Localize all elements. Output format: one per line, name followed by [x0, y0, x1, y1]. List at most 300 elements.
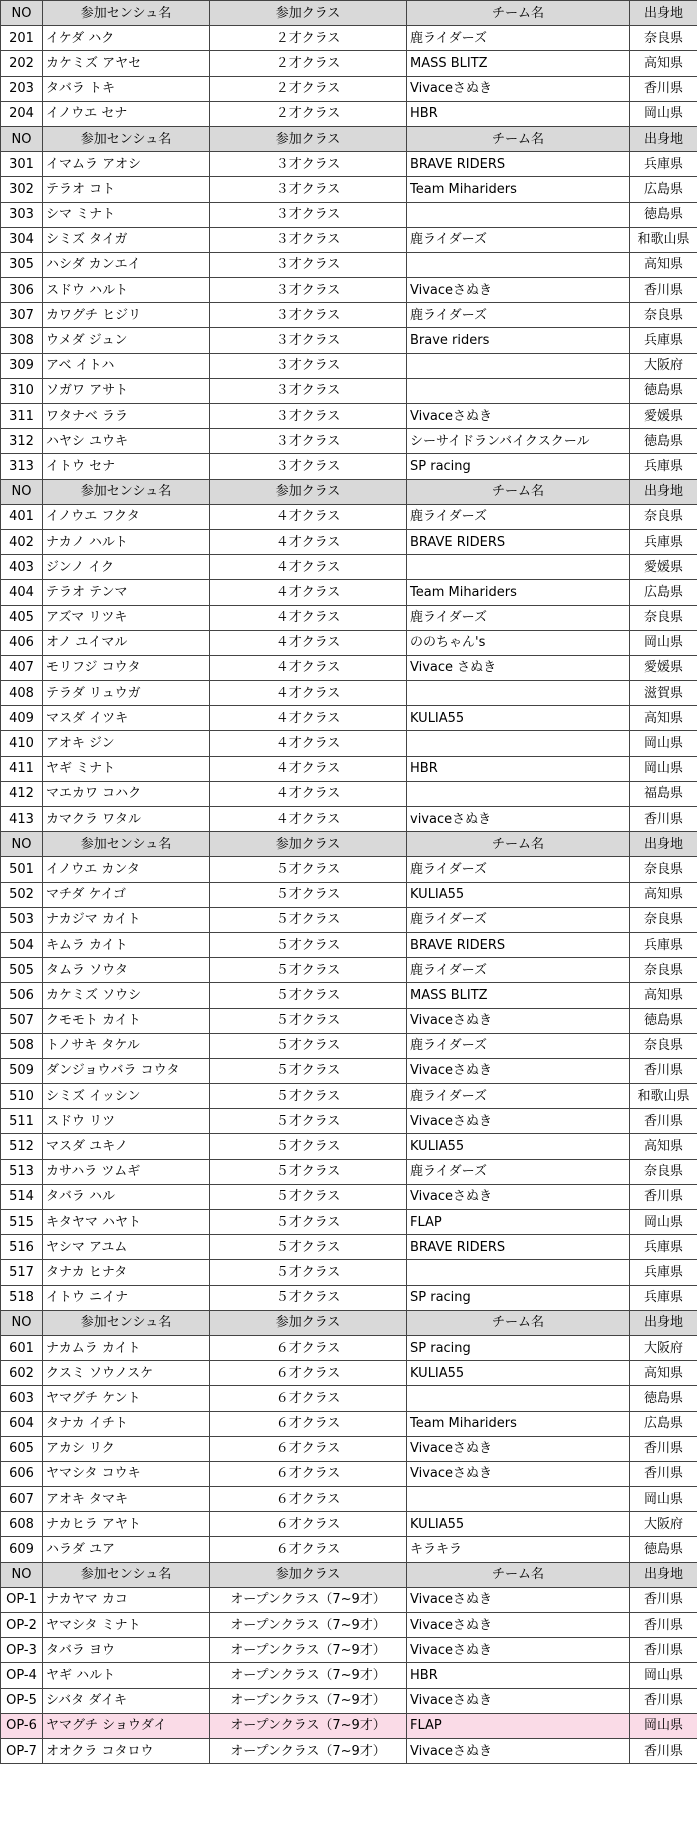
table-row [1, 781, 697, 806]
header-name: 参加センシュ名 [43, 1562, 210, 1587]
entry-team: HBR [407, 1663, 630, 1688]
entry-team: Vivaceさぬき [407, 1613, 630, 1638]
entry-prefecture: 香川県 [630, 1638, 697, 1663]
entry-team: MASS BLITZ [407, 51, 630, 76]
entry-name: タバラ ハル [43, 1184, 210, 1209]
entry-number: 307 [1, 303, 43, 328]
entry-class: ５才クラス [210, 958, 407, 983]
entry-prefecture: 大阪府 [630, 1512, 697, 1537]
table-row [1, 605, 697, 630]
entry-number: OP-3 [1, 1638, 43, 1663]
entry-class: ２才クラス [210, 101, 407, 126]
entry-name: ヤギ ハルト [43, 1663, 210, 1688]
entry-prefecture: 兵庫県 [630, 932, 697, 957]
entry-name: カサハラ ツムギ [43, 1159, 210, 1184]
entry-prefecture: 兵庫県 [630, 1235, 697, 1260]
header-pref: 出身地 [630, 1310, 697, 1335]
entry-team: Vivaceさぬき [407, 404, 630, 429]
entry-number: 406 [1, 630, 43, 655]
entry-prefecture: 香川県 [630, 1688, 697, 1713]
table-row [1, 303, 697, 328]
entry-class: ５才クラス [210, 1235, 407, 1260]
entry-number: 403 [1, 555, 43, 580]
header-no: NO [1, 1562, 43, 1587]
table-row [1, 76, 697, 101]
entry-prefecture: 香川県 [630, 1587, 697, 1612]
entry-prefecture: 高知県 [630, 983, 697, 1008]
entry-class: ３才クラス [210, 278, 407, 303]
entry-name: キムラ カイト [43, 932, 210, 957]
entry-number: 407 [1, 655, 43, 680]
entry-prefecture: 香川県 [630, 76, 697, 101]
entry-team: Team Mihariders [407, 1411, 630, 1436]
entry-number: 308 [1, 328, 43, 353]
table-row [1, 1738, 697, 1763]
table-row [1, 1512, 697, 1537]
table-row [1, 630, 697, 655]
table-row [1, 1134, 697, 1159]
entry-team: Team Mihariders [407, 177, 630, 202]
entry-team: Vivaceさぬき [407, 1008, 630, 1033]
entry-number: 503 [1, 907, 43, 932]
header-no: NO [1, 479, 43, 504]
entry-prefecture: 岡山県 [630, 1210, 697, 1235]
entry-name: マエカワ コハク [43, 781, 210, 806]
entry-class: ５才クラス [210, 1008, 407, 1033]
entry-number: 201 [1, 26, 43, 51]
entry-number: 413 [1, 807, 43, 832]
entry-class: ５才クラス [210, 1260, 407, 1285]
entry-name: マスダ ユキノ [43, 1134, 210, 1159]
entry-prefecture: 岡山県 [630, 1663, 697, 1688]
header-no: NO [1, 1, 43, 26]
entry-number: 405 [1, 605, 43, 630]
entry-prefecture: 岡山県 [630, 1487, 697, 1512]
entry-class: ６才クラス [210, 1512, 407, 1537]
entry-number: 408 [1, 681, 43, 706]
entry-class: ５才クラス [210, 1134, 407, 1159]
entry-team: BRAVE RIDERS [407, 529, 630, 554]
table-row [1, 1084, 697, 1109]
entry-class: ４才クラス [210, 756, 407, 781]
entry-team [407, 731, 630, 756]
entry-number: 402 [1, 529, 43, 554]
entry-name: アカシ リク [43, 1436, 210, 1461]
entry-class: ３才クラス [210, 378, 407, 403]
entry-prefecture: 和歌山県 [630, 1084, 697, 1109]
table-row [1, 1537, 697, 1562]
entry-number: 507 [1, 1008, 43, 1033]
entry-prefecture: 高知県 [630, 1361, 697, 1386]
entry-prefecture: 広島県 [630, 1411, 697, 1436]
entry-name: オオクラ コタロウ [43, 1738, 210, 1763]
entry-prefecture: 大阪府 [630, 1335, 697, 1360]
entry-name: ナカジマ カイト [43, 907, 210, 932]
entry-name: ハラダ ユア [43, 1537, 210, 1562]
entry-team: シーサイドランバイクスクール [407, 429, 630, 454]
entry-team: vivaceさぬき [407, 807, 630, 832]
entry-number: 607 [1, 1487, 43, 1512]
entry-class: ５才クラス [210, 1033, 407, 1058]
entry-name: タナカ イチト [43, 1411, 210, 1436]
entry-class: ５才クラス [210, 882, 407, 907]
entry-team: Vivaceさぬき [407, 1738, 630, 1763]
entry-number: 401 [1, 504, 43, 529]
entry-prefecture: 香川県 [630, 807, 697, 832]
entry-class: ６才クラス [210, 1386, 407, 1411]
entry-number: OP-6 [1, 1713, 43, 1738]
entry-number: 516 [1, 1235, 43, 1260]
entry-class: オープンクラス（7~9才） [210, 1613, 407, 1638]
header-team: チーム名 [407, 1310, 630, 1335]
entry-number: 409 [1, 706, 43, 731]
entry-name: タムラ ソウタ [43, 958, 210, 983]
table-row [1, 1058, 697, 1083]
entry-name: アズマ リツキ [43, 605, 210, 630]
table-row [1, 1159, 697, 1184]
entry-number: 310 [1, 378, 43, 403]
entry-class: ５才クラス [210, 907, 407, 932]
entry-number: 501 [1, 857, 43, 882]
entry-number: OP-5 [1, 1688, 43, 1713]
entry-prefecture: 香川県 [630, 1109, 697, 1134]
table-row [1, 857, 697, 882]
entry-name: ヤマグチ ケント [43, 1386, 210, 1411]
entry-class: オープンクラス（7~9才） [210, 1713, 407, 1738]
entry-team: KULIA55 [407, 1134, 630, 1159]
entry-prefecture: 岡山県 [630, 756, 697, 781]
table-row [1, 1713, 697, 1738]
entry-name: イマムラ アオシ [43, 152, 210, 177]
table-row [1, 882, 697, 907]
entry-team: Vivaceさぬき [407, 1688, 630, 1713]
entry-class: ３才クラス [210, 202, 407, 227]
entry-class: ４才クラス [210, 655, 407, 680]
table-row [1, 504, 697, 529]
entry-number: 509 [1, 1058, 43, 1083]
entry-class: ３才クラス [210, 303, 407, 328]
header-team: チーム名 [407, 479, 630, 504]
entry-name: ジンノ イク [43, 555, 210, 580]
entry-prefecture: 徳島県 [630, 202, 697, 227]
entry-class: ３才クラス [210, 177, 407, 202]
table-row [1, 958, 697, 983]
table-row [1, 655, 697, 680]
entry-prefecture: 和歌山県 [630, 227, 697, 252]
entry-team: SP racing [407, 1285, 630, 1310]
entry-class: ３才クラス [210, 252, 407, 277]
entry-team: KULIA55 [407, 882, 630, 907]
entry-number: 404 [1, 580, 43, 605]
entry-name: イトウ ニイナ [43, 1285, 210, 1310]
entry-class: ３才クラス [210, 429, 407, 454]
header-pref: 出身地 [630, 1562, 697, 1587]
entry-name: アベ イトハ [43, 353, 210, 378]
entry-number: 508 [1, 1033, 43, 1058]
entry-team [407, 781, 630, 806]
table-row [1, 1235, 697, 1260]
entry-team [407, 1487, 630, 1512]
table-row [1, 328, 697, 353]
entry-prefecture: 兵庫県 [630, 454, 697, 479]
entry-prefecture: 香川県 [630, 1184, 697, 1209]
table-row [1, 555, 697, 580]
header-team: チーム名 [407, 1562, 630, 1587]
entry-name: マチダ ケイゴ [43, 882, 210, 907]
entry-class: オープンクラス（7~9才） [210, 1638, 407, 1663]
entry-team [407, 378, 630, 403]
entry-team: 鹿ライダーズ [407, 1033, 630, 1058]
header-name: 参加センシュ名 [43, 1310, 210, 1335]
header-name: 参加センシュ名 [43, 479, 210, 504]
table-row [1, 1461, 697, 1486]
table-row [1, 807, 697, 832]
table-header-row [1, 126, 697, 151]
entry-prefecture: 香川県 [630, 1436, 697, 1461]
entry-class: ２才クラス [210, 76, 407, 101]
table-row [1, 1184, 697, 1209]
entry-team: 鹿ライダーズ [407, 605, 630, 630]
entry-prefecture: 徳島県 [630, 1386, 697, 1411]
entry-team: KULIA55 [407, 706, 630, 731]
entry-class: ４才クラス [210, 555, 407, 580]
table-row [1, 1638, 697, 1663]
entry-prefecture: 岡山県 [630, 731, 697, 756]
entry-class: ４才クラス [210, 529, 407, 554]
entry-team: Brave riders [407, 328, 630, 353]
entry-name: イケダ ハク [43, 26, 210, 51]
header-pref: 出身地 [630, 832, 697, 857]
entry-number: 203 [1, 76, 43, 101]
entry-prefecture: 岡山県 [630, 101, 697, 126]
entry-number: 304 [1, 227, 43, 252]
entry-prefecture: 大阪府 [630, 353, 697, 378]
entry-prefecture: 奈良県 [630, 907, 697, 932]
table-row [1, 731, 697, 756]
table-row [1, 152, 697, 177]
entry-name: キタヤマ ハヤト [43, 1210, 210, 1235]
entry-team: 鹿ライダーズ [407, 958, 630, 983]
entry-class: オープンクラス（7~9才） [210, 1587, 407, 1612]
entry-prefecture: 奈良県 [630, 1033, 697, 1058]
entry-prefecture: 奈良県 [630, 504, 697, 529]
entry-team [407, 202, 630, 227]
header-class: 参加クラス [210, 1, 407, 26]
entry-team: 鹿ライダーズ [407, 504, 630, 529]
entry-prefecture: 奈良県 [630, 26, 697, 51]
table-header-row [1, 1310, 697, 1335]
entry-team: HBR [407, 756, 630, 781]
entry-class: ３才クラス [210, 353, 407, 378]
table-row [1, 353, 697, 378]
entry-class: ４才クラス [210, 504, 407, 529]
entry-prefecture: 滋賀県 [630, 681, 697, 706]
entry-class: ５才クラス [210, 857, 407, 882]
header-name: 参加センシュ名 [43, 1, 210, 26]
entry-prefecture: 徳島県 [630, 429, 697, 454]
entry-number: 306 [1, 278, 43, 303]
header-class: 参加クラス [210, 479, 407, 504]
table-row [1, 101, 697, 126]
entry-name: イノウエ セナ [43, 101, 210, 126]
table-row [1, 1688, 697, 1713]
entry-name: ナカノ ハルト [43, 529, 210, 554]
entry-class: ６才クラス [210, 1335, 407, 1360]
entry-prefecture: 兵庫県 [630, 328, 697, 353]
entry-number: 309 [1, 353, 43, 378]
entry-class: ６才クラス [210, 1487, 407, 1512]
entry-number: 512 [1, 1134, 43, 1159]
entry-class: ５才クラス [210, 1084, 407, 1109]
entry-class: ４才クラス [210, 580, 407, 605]
table-row [1, 1587, 697, 1612]
entry-prefecture: 香川県 [630, 1058, 697, 1083]
entry-name: オノ ユイマル [43, 630, 210, 655]
entry-number: 602 [1, 1361, 43, 1386]
entry-prefecture: 高知県 [630, 1134, 697, 1159]
entry-team: SP racing [407, 1335, 630, 1360]
entry-name: クスミ ソウノスケ [43, 1361, 210, 1386]
entry-name: カワグチ ヒジリ [43, 303, 210, 328]
entry-team: Vivaceさぬき [407, 1436, 630, 1461]
entry-number: 510 [1, 1084, 43, 1109]
entry-name: アオキ タマキ [43, 1487, 210, 1512]
entry-team: Vivaceさぬき [407, 1184, 630, 1209]
entry-class: ５才クラス [210, 1109, 407, 1134]
table-row [1, 1613, 697, 1638]
entry-team: Vivace さぬき [407, 655, 630, 680]
entry-class: ４才クラス [210, 807, 407, 832]
entry-number: 305 [1, 252, 43, 277]
entry-number: 202 [1, 51, 43, 76]
entry-number: 606 [1, 1461, 43, 1486]
entry-class: オープンクラス（7~9才） [210, 1663, 407, 1688]
entry-number: 515 [1, 1210, 43, 1235]
entry-team: Vivaceさぬき [407, 76, 630, 101]
entry-number: 301 [1, 152, 43, 177]
entry-class: ４才クラス [210, 781, 407, 806]
table-row [1, 1210, 697, 1235]
entry-team: Vivaceさぬき [407, 278, 630, 303]
entry-name: テラオ テンマ [43, 580, 210, 605]
table-row [1, 252, 697, 277]
entry-number: 411 [1, 756, 43, 781]
entry-name: カマクラ ワタル [43, 807, 210, 832]
entry-name: トノサキ タケル [43, 1033, 210, 1058]
entry-number: 311 [1, 404, 43, 429]
entry-team: BRAVE RIDERS [407, 1235, 630, 1260]
entry-name: スドウ リツ [43, 1109, 210, 1134]
entry-team: KULIA55 [407, 1361, 630, 1386]
entry-team: FLAP [407, 1713, 630, 1738]
entry-prefecture: 奈良県 [630, 303, 697, 328]
entry-prefecture: 岡山県 [630, 630, 697, 655]
entry-name: ワタナベ ララ [43, 404, 210, 429]
table-row [1, 202, 697, 227]
entry-prefecture: 兵庫県 [630, 1260, 697, 1285]
entry-prefecture: 奈良県 [630, 958, 697, 983]
entry-team: SP racing [407, 454, 630, 479]
entry-name: ナカヤマ カコ [43, 1587, 210, 1612]
entry-class: ４才クラス [210, 681, 407, 706]
entry-class: ５才クラス [210, 1285, 407, 1310]
entry-number: OP-4 [1, 1663, 43, 1688]
table-row [1, 1487, 697, 1512]
table-row [1, 1361, 697, 1386]
entry-number: 605 [1, 1436, 43, 1461]
entry-name: イノウエ フクタ [43, 504, 210, 529]
entry-name: マスダ イツキ [43, 706, 210, 731]
entry-class: ６才クラス [210, 1436, 407, 1461]
header-pref: 出身地 [630, 479, 697, 504]
entry-prefecture: 徳島県 [630, 1008, 697, 1033]
table-row [1, 907, 697, 932]
entry-team: BRAVE RIDERS [407, 932, 630, 957]
entry-name: イトウ セナ [43, 454, 210, 479]
entry-number: 514 [1, 1184, 43, 1209]
header-team: チーム名 [407, 832, 630, 857]
table-row [1, 404, 697, 429]
table-row [1, 983, 697, 1008]
entry-prefecture: 兵庫県 [630, 1285, 697, 1310]
entry-team: 鹿ライダーズ [407, 303, 630, 328]
entry-name: ヤマグチ ショウダイ [43, 1713, 210, 1738]
entry-team: FLAP [407, 1210, 630, 1235]
entry-prefecture: 兵庫県 [630, 529, 697, 554]
entry-prefecture: 兵庫県 [630, 152, 697, 177]
entry-name: ソガワ アサト [43, 378, 210, 403]
entry-prefecture: 岡山県 [630, 1713, 697, 1738]
entry-team: 鹿ライダーズ [407, 1084, 630, 1109]
entry-name: カケミズ ソウシ [43, 983, 210, 1008]
entry-prefecture: 香川県 [630, 278, 697, 303]
table-row [1, 454, 697, 479]
entry-number: OP-2 [1, 1613, 43, 1638]
entry-team [407, 353, 630, 378]
table-row [1, 681, 697, 706]
table-row [1, 429, 697, 454]
entry-number: 504 [1, 932, 43, 957]
table-row [1, 51, 697, 76]
entry-number: OP-1 [1, 1587, 43, 1612]
entry-name: ヤギ ミナト [43, 756, 210, 781]
entry-team [407, 252, 630, 277]
entry-name: ヤシマ アユム [43, 1235, 210, 1260]
entry-number: 513 [1, 1159, 43, 1184]
entry-number: OP-7 [1, 1738, 43, 1763]
table-row [1, 1436, 697, 1461]
entry-team: Vivaceさぬき [407, 1461, 630, 1486]
entry-class: ４才クラス [210, 731, 407, 756]
header-team: チーム名 [407, 126, 630, 151]
header-pref: 出身地 [630, 126, 697, 151]
entry-team: 鹿ライダーズ [407, 907, 630, 932]
entry-name: カケミズ アヤセ [43, 51, 210, 76]
entry-class: ３才クラス [210, 328, 407, 353]
entry-team: Vivaceさぬき [407, 1058, 630, 1083]
entry-team: 鹿ライダーズ [407, 227, 630, 252]
entry-name: ヤマシタ コウキ [43, 1461, 210, 1486]
entry-team: Vivaceさぬき [407, 1587, 630, 1612]
entry-name: テラダ リュウガ [43, 681, 210, 706]
entry-team: BRAVE RIDERS [407, 152, 630, 177]
entry-number: 609 [1, 1537, 43, 1562]
table-row [1, 580, 697, 605]
entry-class: ４才クラス [210, 706, 407, 731]
header-class: 参加クラス [210, 126, 407, 151]
entry-prefecture: 香川県 [630, 1461, 697, 1486]
entry-name: シミズ タイガ [43, 227, 210, 252]
